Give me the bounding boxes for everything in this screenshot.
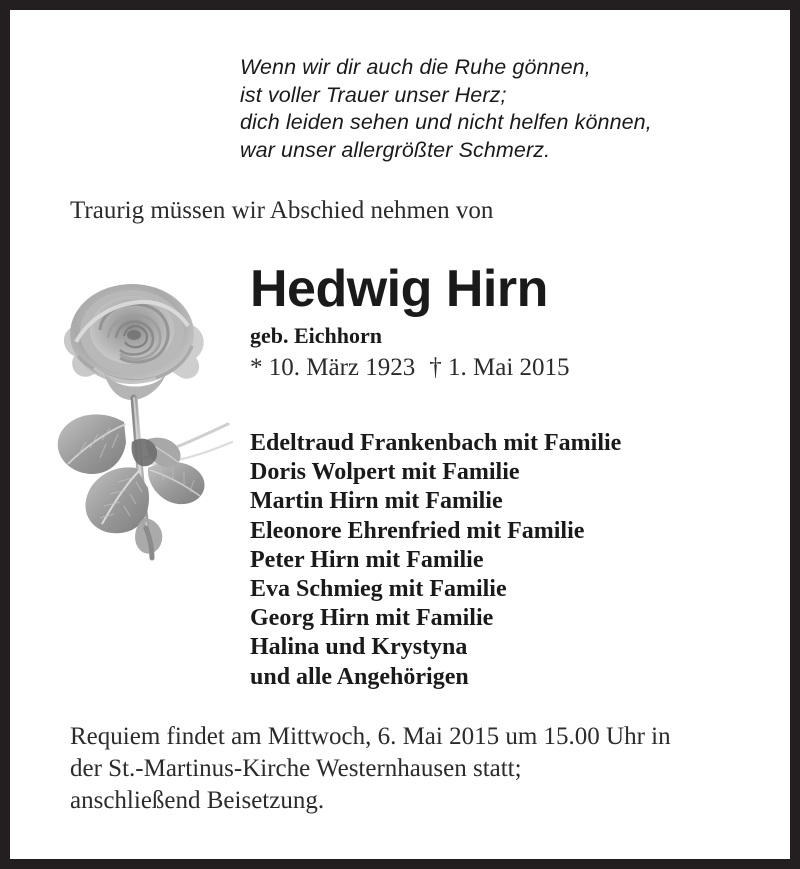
farewell-intro-text: Traurig müssen wir Abschied nehmen von bbox=[70, 197, 494, 224]
deceased-name: Hedwig Hirn bbox=[250, 260, 548, 318]
poem-line: war unser allergrößter Schmerz. bbox=[240, 137, 551, 162]
notice-canvas bbox=[10, 10, 790, 859]
mourners-list bbox=[250, 429, 621, 692]
service-line: anschließend Beisetzung. bbox=[70, 787, 325, 814]
memorial-poem bbox=[240, 54, 652, 164]
poem-line: ist voller Trauer unser Herz; bbox=[240, 82, 507, 107]
service-line: Requiem findet am Mittwoch, 6. Mai 2015 um 15.00 Uhr in bbox=[70, 723, 671, 750]
list-item: Halina und Krystyna bbox=[250, 634, 468, 661]
deceased-block bbox=[250, 260, 570, 384]
deceased-maiden-name: geb. Eichhorn bbox=[250, 323, 383, 348]
list-item: Peter Hirn mit Familie bbox=[250, 546, 484, 573]
rose-illustration bbox=[48, 272, 248, 562]
list-item: Martin Hirn mit Familie bbox=[250, 488, 503, 515]
deceased-dates bbox=[250, 352, 570, 384]
poem-line: dich leiden sehen und nicht helfen können, bbox=[240, 110, 652, 134]
service-details bbox=[70, 721, 671, 817]
poem-line: Wenn wir dir auch die Ruhe gönnen, bbox=[240, 55, 591, 79]
service-line: der St.-Martinus-Kirche Westernhausen statt; bbox=[70, 755, 522, 782]
list-item: Edeltraud Frankenbach mit Familie bbox=[250, 430, 622, 456]
list-item: Eleonore Ehrenfried mit Familie bbox=[250, 517, 585, 544]
list-item: Eva Schmieg mit Familie bbox=[250, 576, 507, 603]
list-item: und alle Angehörigen bbox=[250, 663, 469, 690]
death-date: † 1. Mai 2015 bbox=[429, 354, 570, 381]
list-item: Georg Hirn mit Familie bbox=[250, 605, 494, 632]
birth-date: * 10. März 1923 bbox=[250, 354, 416, 381]
list-item: Doris Wolpert mit Familie bbox=[250, 459, 520, 486]
